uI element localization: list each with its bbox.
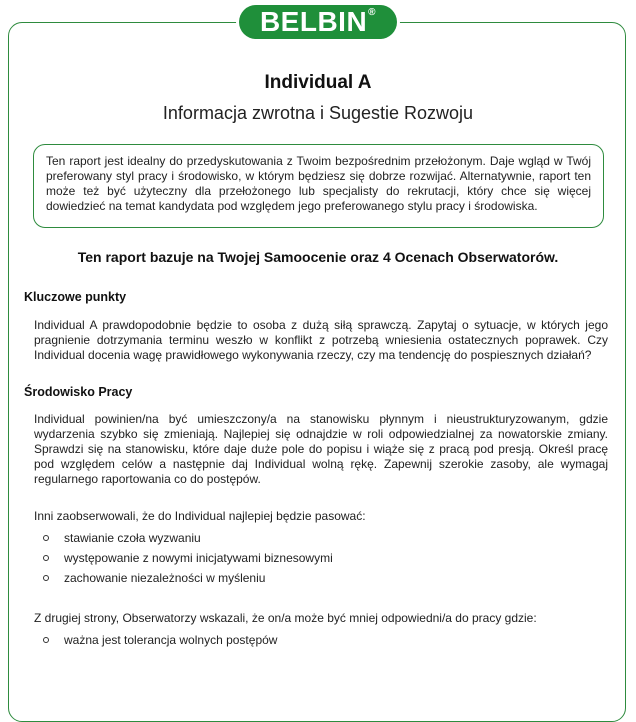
intro-box [33,144,604,228]
bullet-icon [43,555,49,561]
report-subtitle: Informacja zwrotna i Sugestie Rozwoju [162,103,474,123]
key-points-text: Individual A prawdopodobnie będzie to osoba z dużą siłą sprawczą. Zapytaj o sytuacje, w których jego pragnienie dotrzymania terminu weszło w konflikt z potrzebą wniesienia ostatecznych poprawek. Czy Individual docenia wagę prawidłowego wykonywania rzeczy, czy ma tendencję do pospiesznych działań? [34,318,608,362]
bullet-icon [43,575,49,581]
key-points-heading: Kluczowe punkty [24,290,127,304]
report-title: Individual A [264,72,372,93]
report-basis: Ten raport bazuje na Twojej Samoocenie oraz 4 Ocenach Obserwatorów. [77,249,559,265]
poor-fit-lead: Z drugiej strony, Obserwatorzy wskazali, że on/a może być mniej odpowiedni/a do pracy gdzie: [34,611,537,625]
work-environment-text: Individual powinien/na być umieszczony/a na stanowisku płynnym i nieustrukturyzowanym, gdzie wydarzenia szybko się zmieniają. Najlepiej się odnajdzie w roli odpowiedzialnej za nowatorskie zmiany. Sprawdzi się na stanowisku, które daje duże pole do popisu i wiąże się z pracą pod presją. Określ pracę pod względem celów a następnie daj Individual wolną rękę. Zapewnij szerokie zasoby, ale wymagaj regularnego raportowania co do postępów. [34,412,608,486]
bullet-icon [43,637,49,643]
bullet-icon [43,535,49,541]
intro-text: Ten raport jest idealny do przedyskutowania z Twoim bezpośrednim przełożonym. Daje wgląd w Twój preferowany styl pracy i środowisko, w którym będziesz się dobrze rozwijać. Alternatywnie, raport ten może też być użyteczny dla przełożonego lub specjalisty do rekrutacji, który chce się więcej dowiedzieć na temat kandydata pod względem jego preferowanego stylu pracy i środowiska. [46,154,591,213]
list-item: występowanie z nowymi inicjatywami biznesowymi [40,548,333,568]
list-item: zachowanie niezależności w myśleniu [40,568,333,588]
list-item: stawianie czoła wyzwaniu [40,528,333,548]
logo-text: BELBIN [259,6,368,37]
list-item: ważna jest tolerancja wolnych postępów [40,630,277,650]
registered-mark: ® [368,6,377,18]
belbin-logo [236,2,400,42]
poor-fit-list [40,630,277,650]
work-environment-heading: Środowisko Pracy [24,385,133,399]
good-fit-lead: Inni zaobserwowali, że do Individual najlepiej będzie pasować: [34,509,366,523]
good-fit-list [40,528,333,588]
